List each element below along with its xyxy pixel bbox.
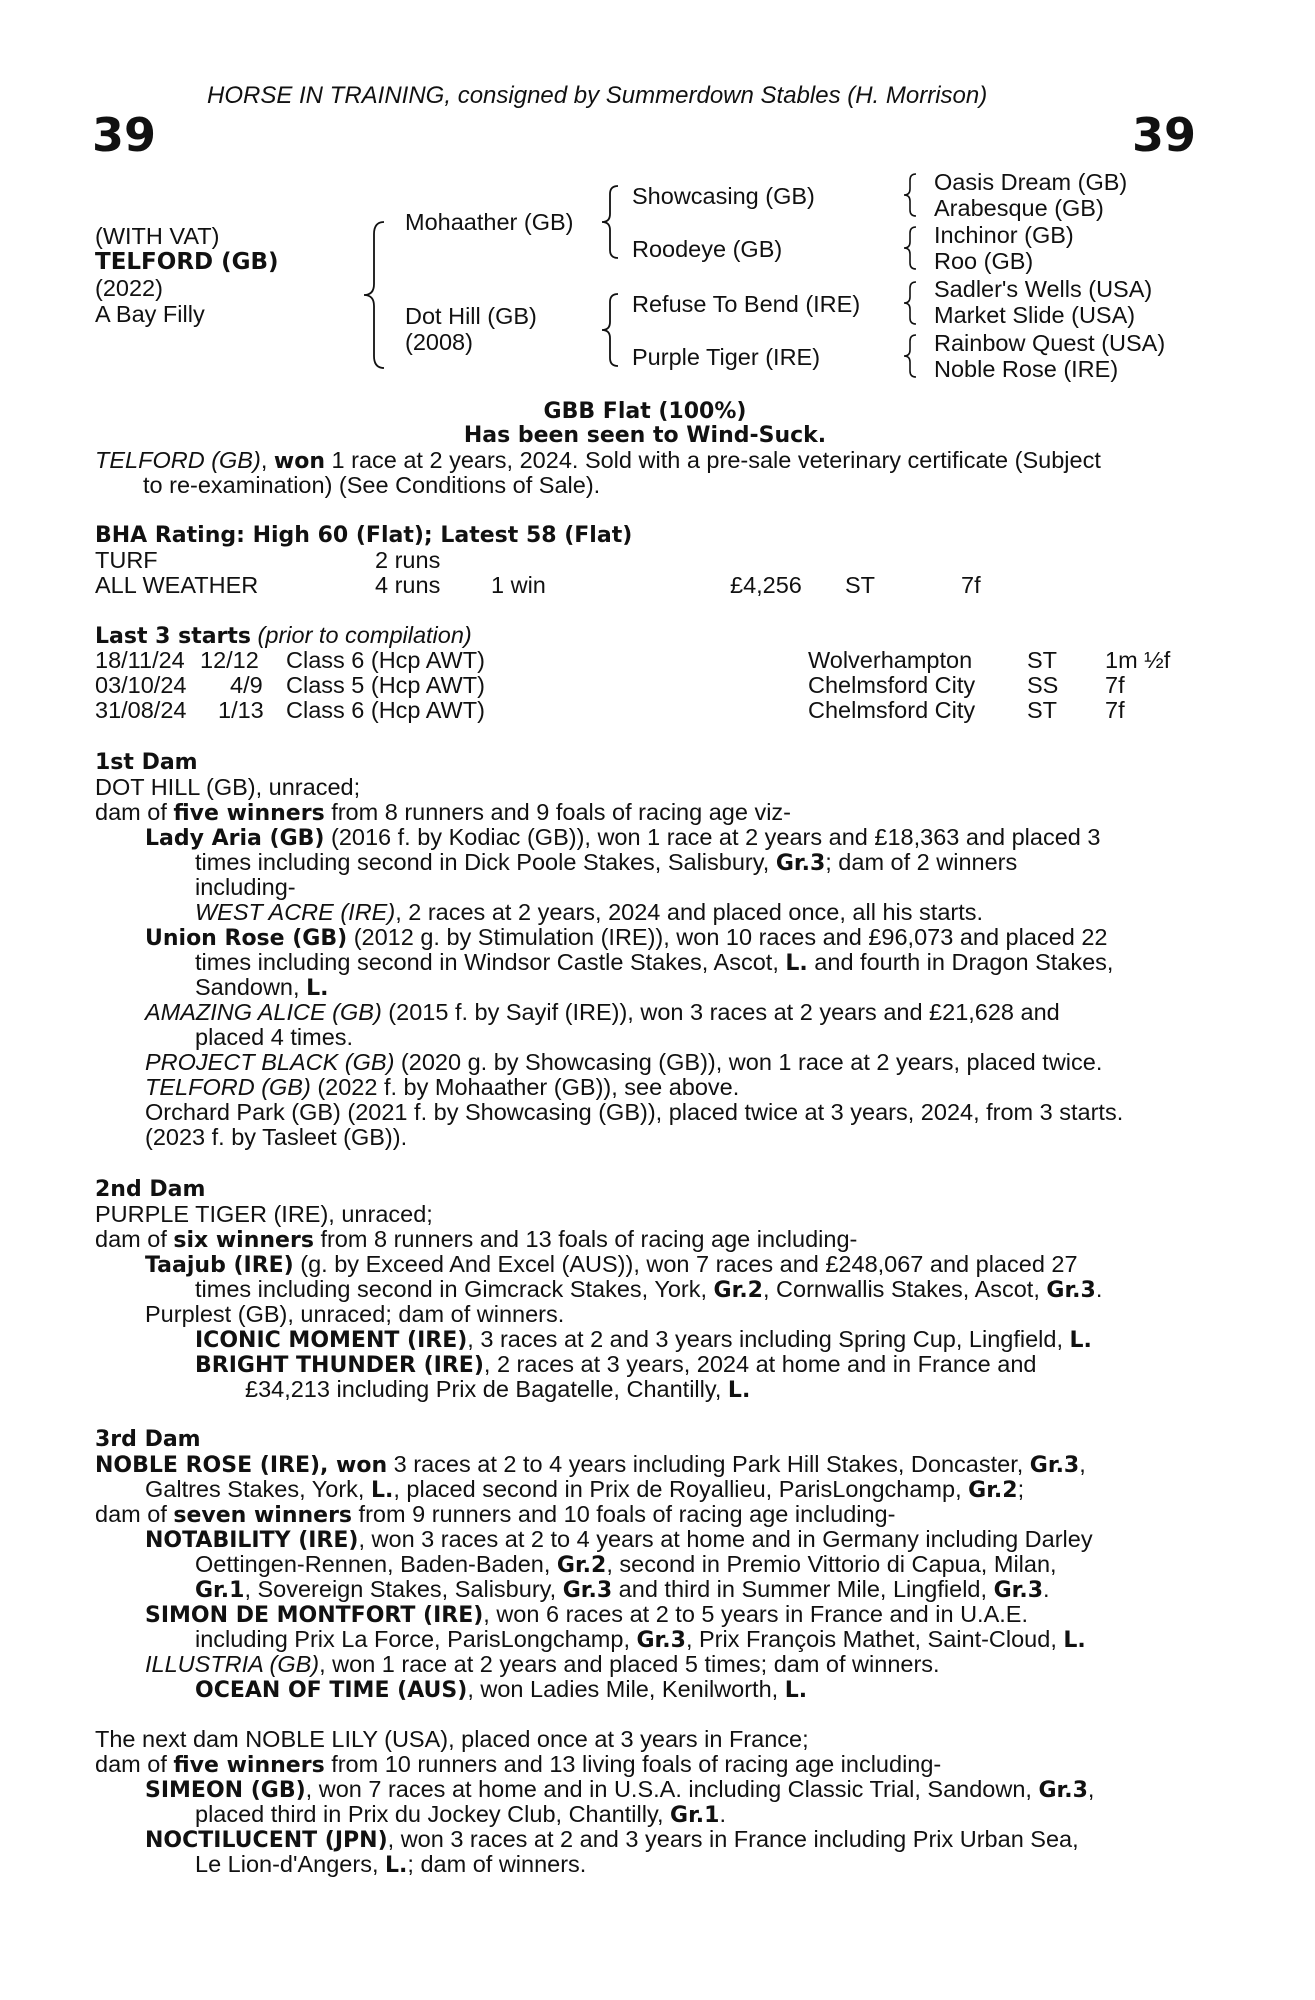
pedigree-dsd: Market Slide (USA) <box>934 302 1136 328</box>
pedigree-brace-dd <box>902 333 918 379</box>
next-dam-produce-line: dam of five winners from 10 runners and 13 living foals of racing age including- <box>95 1751 942 1778</box>
produce-entry: Purplest (GB), unraced; dam of winners. <box>145 1301 565 1327</box>
produce-entry: OCEAN OF TIME (AUS), won Ladies Mile, Kenilworth, L. <box>195 1676 808 1703</box>
wind-note: Has been seen to Wind-Suck. <box>463 423 827 448</box>
vat-note: (WITH VAT) <box>95 223 220 249</box>
pedigree-dam-sire: Refuse To Bend (IRE) <box>632 291 861 317</box>
produce-entry-cont: £34,213 including Prix de Bagatelle, Chantilly, L. <box>245 1376 751 1403</box>
produce-entry: Taajub (IRE) (g. by Exceed And Excel (AUS)), won 7 races and £248,067 and placed 27 <box>145 1251 1078 1278</box>
summary-line-1: TELFORD (GB), won 1 race at 2 years, 2024. Sold with a pre-sale veterinary certificate (Subject <box>95 447 1101 474</box>
produce-entry: NOTABILITY (IRE), won 3 races at 2 to 4 years at home and in Germany including Darley <box>145 1526 1093 1553</box>
pedigree-dds: Rainbow Quest (USA) <box>934 330 1166 356</box>
gbb-note: GBB Flat (100%) <box>543 399 747 424</box>
dam1-heading: 1st Dam <box>95 750 198 775</box>
produce-entry: ICONIC MOMENT (IRE), 3 races at 2 and 3 years including Spring Cup, Lingfield, L. <box>195 1326 1092 1353</box>
produce-entry: Union Rose (GB) (2012 g. by Stimulation (IRE)), won 10 races and £96,073 and placed 22 <box>145 924 1108 951</box>
produce-entry: ILLUSTRIA (GB), won 1 race at 2 years and placed 5 times; dam of winners. <box>145 1651 940 1677</box>
pedigree-ssd: Arabesque (GB) <box>934 195 1104 221</box>
produce-entry-cont: Gr.1, Sovereign Stakes, Salisbury, Gr.3 and third in Summer Mile, Lingfield, Gr.3. <box>195 1576 1050 1603</box>
dam2-produce-line: dam of six winners from 8 runners and 13 foals of racing age including- <box>95 1226 858 1253</box>
pedigree-brace-ds <box>902 280 918 326</box>
catalogue-header: HORSE IN TRAINING, consigned by Summerdown Stables (H. Morrison) <box>207 82 988 109</box>
pedigree-dam-year: (2008) <box>405 329 473 355</box>
dam3-line: NOBLE ROSE (IRE), won 3 races at 2 to 4 years including Park Hill Stakes, Doncaster, Gr.3, <box>95 1451 1086 1478</box>
bha-rating-heading: BHA Rating: High 60 (Flat); Latest 58 (Flat) <box>95 523 633 548</box>
pedigree-dam-dam: Purple Tiger (IRE) <box>632 344 821 370</box>
next-dam-line: The next dam NOBLE LILY (USA), placed once at 3 years in France; <box>95 1726 809 1752</box>
lot-number-right: 39 <box>1132 108 1197 162</box>
horse-description: A Bay Filly <box>95 301 205 327</box>
produce-entry-cont: times including second in Dick Poole Stakes, Salisbury, Gr.3; dam of 2 winners <box>195 849 1018 876</box>
produce-entry-cont: placed third in Prix du Jockey Club, Chantilly, Gr.1. <box>195 1801 726 1828</box>
produce-entry: BRIGHT THUNDER (IRE), 2 races at 3 years, 2024 at home and in France and <box>195 1351 1037 1378</box>
pedigree-sss: Oasis Dream (GB) <box>934 169 1128 195</box>
produce-entry: Lady Aria (GB) (2016 f. by Kodiac (GB)), won 1 race at 2 years and £18,363 and placed 3 <box>145 824 1101 851</box>
produce-entry: NOCTILUCENT (JPN), won 3 races at 2 and 3 years in France including Prix Urban Sea, <box>145 1826 1079 1853</box>
pedigree-dam: Dot Hill (GB) <box>405 303 537 329</box>
pedigree-sdd: Roo (GB) <box>934 248 1034 274</box>
dam1-produce-line: dam of five winners from 8 runners and 9 foals of racing age viz- <box>95 799 791 826</box>
pedigree-brace-main <box>362 220 386 370</box>
produce-entry-cont: placed 4 times. <box>195 1024 354 1050</box>
summary-line-2: to re-examination) (See Conditions of Sale). <box>143 472 601 498</box>
pedigree-brace-sire <box>600 184 620 260</box>
produce-entry-cont: Oettingen-Rennen, Baden-Baden, Gr.2, second in Premio Vittorio di Capua, Milan, <box>195 1551 1057 1578</box>
dam1-line: DOT HILL (GB), unraced; <box>95 774 361 800</box>
produce-entry: Orchard Park (GB) (2021 f. by Showcasing (GB)), placed twice at 3 years, 2024, from 3 starts. <box>145 1099 1124 1125</box>
produce-entry-cont: Le Lion-d'Angers, L.; dam of winners. <box>195 1851 587 1878</box>
dam2-line: PURPLE TIGER (IRE), unraced; <box>95 1201 433 1227</box>
pedigree-sire-dam: Roodeye (GB) <box>632 236 783 262</box>
produce-entry: SIMEON (GB), won 7 races at home and in U.S.A. including Classic Trial, Sandown, Gr.3, <box>145 1776 1095 1803</box>
horse-name: TELFORD (GB) <box>95 249 279 275</box>
produce-entry: AMAZING ALICE (GB) (2015 f. by Sayif (IRE)), won 3 races at 2 years and £21,628 and <box>145 999 1060 1025</box>
produce-entry: WEST ACRE (IRE), 2 races at 2 years, 2024 and placed once, all his starts. <box>195 899 984 925</box>
pedigree-brace-sd <box>902 225 918 271</box>
dam2-heading: 2nd Dam <box>95 1177 206 1202</box>
pedigree-brace-ss <box>902 172 918 218</box>
pedigree-brace-dam <box>600 292 620 368</box>
pedigree-sire: Mohaather (GB) <box>405 209 574 235</box>
horse-year: (2022) <box>95 275 163 301</box>
produce-entry: TELFORD (GB) (2022 f. by Mohaather (GB)), see above. <box>145 1074 740 1100</box>
produce-entry-cont: including- <box>195 874 296 900</box>
pedigree-dss: Sadler's Wells (USA) <box>934 276 1153 302</box>
produce-entry-cont: Sandown, L. <box>195 974 329 1001</box>
pedigree-sds: Inchinor (GB) <box>934 222 1074 248</box>
lot-number-left: 39 <box>92 108 157 162</box>
last-starts-heading: Last 3 starts (prior to compilation) <box>95 622 472 649</box>
produce-entry-cont: times including second in Windsor Castle Stakes, Ascot, L. and fourth in Dragon Stakes, <box>195 949 1114 976</box>
dam3-line-cont: Galtres Stakes, York, L., placed second in Prix de Royallieu, ParisLongchamp, Gr.2; <box>145 1476 1025 1503</box>
produce-entry: PROJECT BLACK (GB) (2020 g. by Showcasing (GB)), won 1 race at 2 years, placed twice. <box>145 1049 1103 1075</box>
produce-entry: (2023 f. by Tasleet (GB)). <box>145 1124 408 1150</box>
dam3-produce-line: dam of seven winners from 9 runners and 10 foals of racing age including- <box>95 1501 896 1528</box>
produce-entry-cont: including Prix La Force, ParisLongchamp, Gr.3, Prix François Mathet, Saint-Cloud, L. <box>195 1626 1086 1653</box>
produce-entry-cont: times including second in Gimcrack Stakes, York, Gr.2, Cornwallis Stakes, Ascot, Gr.3. <box>195 1276 1103 1303</box>
produce-entry: SIMON DE MONTFORT (IRE), won 6 races at 2 to 5 years in France and in U.A.E. <box>145 1601 1028 1628</box>
dam3-heading: 3rd Dam <box>95 1427 201 1452</box>
pedigree-ddd: Noble Rose (IRE) <box>934 356 1119 382</box>
pedigree-sire-sire: Showcasing (GB) <box>632 183 815 209</box>
